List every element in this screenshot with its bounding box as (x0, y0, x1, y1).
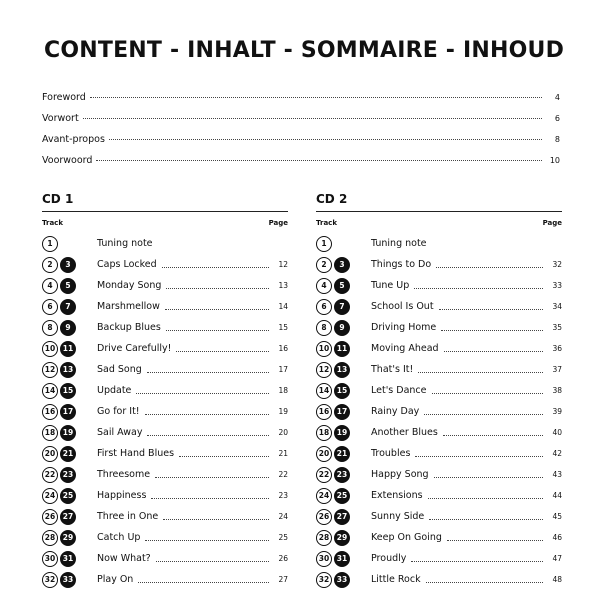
page-header: Page (268, 219, 288, 227)
track-number-filled-circle: 27 (334, 509, 350, 525)
track-number-circle: 6 (316, 299, 332, 315)
track-row[interactable] (42, 422, 288, 443)
track-title: Marshmellow (97, 301, 160, 312)
track-number-circle: 12 (316, 362, 332, 378)
cd1-section (42, 192, 288, 590)
track-title: Drive Carefully! (97, 343, 172, 354)
dot-leader (428, 498, 543, 499)
dot-leader (411, 561, 543, 562)
track-row[interactable] (42, 296, 288, 317)
dot-leader (439, 309, 543, 310)
track-title: Go for It! (97, 406, 140, 417)
track-number-circle: 32 (42, 572, 58, 588)
track-numbers (42, 467, 92, 483)
track-number-filled-circle: 15 (60, 383, 76, 399)
track-number-circle: 8 (42, 320, 58, 336)
dot-leader (432, 393, 543, 394)
track-number-circle: 18 (42, 425, 58, 441)
dot-leader (155, 477, 269, 478)
track-row[interactable] (316, 296, 562, 317)
track-row[interactable] (42, 338, 288, 359)
track-number-circle: 16 (316, 404, 332, 420)
track-numbers (42, 551, 92, 567)
preface-label: Voorwoord (42, 155, 93, 166)
track-numbers (42, 509, 92, 525)
track-page: 39 (552, 407, 562, 416)
track-title: Keep On Going (371, 532, 442, 543)
dot-leader (151, 498, 269, 499)
track-row[interactable] (42, 548, 288, 569)
track-page: 37 (552, 365, 562, 374)
track-numbers (42, 383, 92, 399)
track-number-circle: 8 (316, 320, 332, 336)
track-title: Sunny Side (371, 511, 425, 522)
track-numbers (42, 257, 92, 273)
track-row[interactable] (316, 569, 562, 590)
track-row[interactable] (316, 422, 562, 443)
track-title: Sad Song (97, 364, 142, 375)
track-numbers (316, 383, 366, 399)
track-numbers (316, 278, 366, 294)
track-page: 38 (552, 386, 562, 395)
preface-item[interactable] (42, 113, 560, 134)
track-number-filled-circle: 23 (60, 467, 76, 483)
track-row[interactable] (42, 569, 288, 590)
track-number-filled-circle: 11 (60, 341, 76, 357)
track-row[interactable] (42, 359, 288, 380)
track-number-filled-circle: 13 (60, 362, 76, 378)
track-number-filled-circle: 3 (60, 257, 76, 273)
track-row[interactable] (316, 506, 562, 527)
cd1-title: CD 1 (42, 192, 288, 212)
track-number-circle: 10 (316, 341, 332, 357)
track-numbers (42, 320, 92, 336)
track-number-filled-circle: 9 (60, 320, 76, 336)
track-numbers (316, 236, 366, 252)
track-row[interactable] (316, 380, 562, 401)
track-number-filled-circle: 29 (334, 530, 350, 546)
dot-leader (156, 561, 269, 562)
track-numbers (316, 341, 366, 357)
track-numbers (316, 551, 366, 567)
preface-page: 4 (554, 93, 560, 102)
track-page: 12 (278, 260, 288, 269)
track-number-filled-circle: 7 (60, 299, 76, 315)
track-page: 15 (278, 323, 288, 332)
track-number-filled-circle: 27 (60, 509, 76, 525)
track-number-filled-circle: 5 (60, 278, 76, 294)
track-page: 47 (552, 554, 562, 563)
track-page: 43 (552, 470, 562, 479)
track-page: 46 (552, 533, 562, 542)
track-page: 16 (278, 344, 288, 353)
track-number-filled-circle: 7 (334, 299, 350, 315)
track-title: Sail Away (97, 427, 143, 438)
track-numbers (316, 509, 366, 525)
track-page: 42 (552, 449, 562, 458)
track-numbers (316, 572, 366, 588)
cd2-column-headers (316, 219, 562, 231)
track-numbers (42, 362, 92, 378)
dot-leader (147, 372, 269, 373)
track-row[interactable] (42, 401, 288, 422)
dot-leader (163, 519, 269, 520)
track-number-circle: 24 (316, 488, 332, 504)
track-page: 33 (552, 281, 562, 290)
track-numbers (42, 278, 92, 294)
track-title: Monday Song (97, 280, 162, 291)
track-number-circle: 24 (42, 488, 58, 504)
dot-leader (424, 414, 543, 415)
track-page: 32 (552, 260, 562, 269)
track-number-circle: 26 (316, 509, 332, 525)
track-numbers (316, 320, 366, 336)
track-number-circle: 6 (42, 299, 58, 315)
dot-leader (147, 435, 269, 436)
track-row[interactable] (42, 254, 288, 275)
track-page: 48 (552, 575, 562, 584)
track-row[interactable] (316, 401, 562, 422)
track-page: 35 (552, 323, 562, 332)
dot-leader (179, 456, 269, 457)
track-title: Moving Ahead (371, 343, 439, 354)
track-number-circle: 2 (42, 257, 58, 273)
track-number-circle: 4 (316, 278, 332, 294)
track-number-filled-circle: 31 (334, 551, 350, 567)
track-numbers (42, 299, 92, 315)
track-page: 23 (278, 491, 288, 500)
dot-leader (136, 393, 269, 394)
track-title: Another Blues (371, 427, 438, 438)
dot-leader (443, 435, 543, 436)
track-number-circle: 20 (42, 446, 58, 462)
track-numbers (316, 530, 366, 546)
cd1-column-headers (42, 219, 288, 231)
track-numbers (316, 362, 366, 378)
track-number-circle: 1 (316, 236, 332, 252)
track-title: Rainy Day (371, 406, 420, 417)
track-title: First Hand Blues (97, 448, 175, 459)
dot-leader (90, 97, 542, 98)
track-number-filled-circle: 19 (60, 425, 76, 441)
dot-leader (426, 582, 543, 583)
track-number-circle: 22 (42, 467, 58, 483)
track-number-filled-circle: 29 (60, 530, 76, 546)
track-page: 14 (278, 302, 288, 311)
dot-leader (415, 456, 543, 457)
track-title: Threesome (97, 469, 151, 480)
track-page: 34 (552, 302, 562, 311)
track-row[interactable] (316, 443, 562, 464)
track-number-filled-circle: 3 (334, 257, 350, 273)
track-numbers (42, 530, 92, 546)
track-number-filled-circle: 15 (334, 383, 350, 399)
track-number-filled-circle: 21 (334, 446, 350, 462)
track-row[interactable] (42, 443, 288, 464)
dot-leader (162, 267, 269, 268)
track-title: Things to Do (371, 259, 432, 270)
track-number-circle: 16 (42, 404, 58, 420)
track-row[interactable] (316, 548, 562, 569)
track-number-circle: 26 (42, 509, 58, 525)
track-title: Driving Home (371, 322, 437, 333)
cd1-track-list (42, 233, 288, 590)
track-numbers (316, 425, 366, 441)
page-header: Page (542, 219, 562, 227)
track-number-circle: 32 (316, 572, 332, 588)
track-page: 22 (278, 470, 288, 479)
track-row[interactable] (42, 506, 288, 527)
track-page: 25 (278, 533, 288, 542)
track-title: Catch Up (97, 532, 141, 543)
track-number-filled-circle: 5 (334, 278, 350, 294)
track-numbers (316, 467, 366, 483)
track-numbers (42, 572, 92, 588)
track-row[interactable] (42, 485, 288, 506)
track-number-circle: 14 (316, 383, 332, 399)
preface-list (42, 92, 560, 176)
track-number-circle: 1 (42, 236, 58, 252)
dot-leader (418, 372, 543, 373)
track-page: 40 (552, 428, 562, 437)
track-number-circle: 18 (316, 425, 332, 441)
dot-leader (138, 582, 269, 583)
dot-leader (436, 267, 543, 268)
track-numbers (316, 488, 366, 504)
track-title: School Is Out (371, 301, 434, 312)
track-header: Track (42, 219, 63, 227)
track-number-filled-circle: 23 (334, 467, 350, 483)
track-number-circle: 28 (42, 530, 58, 546)
track-title: Tuning note (371, 238, 427, 249)
track-row[interactable] (316, 359, 562, 380)
track-numbers (42, 488, 92, 504)
track-row[interactable] (316, 464, 562, 485)
track-title: Happiness (97, 490, 147, 501)
cd2-section (316, 192, 562, 590)
track-number-filled-circle: 33 (334, 572, 350, 588)
track-title: Tuning note (97, 238, 153, 249)
track-numbers (42, 236, 92, 252)
preface-page: 6 (554, 114, 560, 123)
preface-page: 10 (549, 156, 560, 165)
track-row[interactable] (42, 464, 288, 485)
track-number-circle: 10 (42, 341, 58, 357)
track-number-filled-circle: 21 (60, 446, 76, 462)
track-row[interactable] (316, 233, 562, 254)
track-title: Update (97, 385, 132, 396)
track-number-circle: 12 (42, 362, 58, 378)
track-number-circle: 4 (42, 278, 58, 294)
preface-label: Foreword (42, 92, 86, 103)
track-row[interactable] (316, 254, 562, 275)
dot-leader (145, 540, 269, 541)
dot-leader (414, 288, 543, 289)
track-page: 18 (278, 386, 288, 395)
track-numbers (42, 404, 92, 420)
track-number-filled-circle: 11 (334, 341, 350, 357)
track-number-filled-circle: 33 (60, 572, 76, 588)
track-page: 44 (552, 491, 562, 500)
track-number-filled-circle: 9 (334, 320, 350, 336)
track-number-filled-circle: 17 (60, 404, 76, 420)
track-title: Extensions (371, 490, 423, 501)
track-page: 24 (278, 512, 288, 521)
track-number-filled-circle: 31 (60, 551, 76, 567)
track-numbers (42, 446, 92, 462)
page-title: CONTENT - INHALT - SOMMAIRE - INHOUD (44, 38, 565, 63)
track-number-filled-circle: 25 (60, 488, 76, 504)
track-numbers (42, 341, 92, 357)
track-title: Backup Blues (97, 322, 161, 333)
track-title: That's It! (371, 364, 414, 375)
track-number-circle: 14 (42, 383, 58, 399)
dot-leader (434, 477, 543, 478)
track-row[interactable] (42, 275, 288, 296)
track-number-filled-circle: 13 (334, 362, 350, 378)
track-title: Play On (97, 574, 134, 585)
preface-item[interactable] (42, 134, 560, 155)
track-row[interactable] (316, 317, 562, 338)
dot-leader (96, 160, 542, 161)
cd2-title: CD 2 (316, 192, 562, 212)
track-title: Little Rock (371, 574, 421, 585)
track-number-circle: 2 (316, 257, 332, 273)
track-number-circle: 20 (316, 446, 332, 462)
dot-leader (109, 139, 542, 140)
track-row[interactable] (42, 233, 288, 254)
track-title: Three in One (97, 511, 159, 522)
track-title: Proudly (371, 553, 407, 564)
track-number-circle: 28 (316, 530, 332, 546)
dot-leader (444, 351, 543, 352)
dot-leader (447, 540, 543, 541)
preface-item[interactable] (42, 92, 560, 113)
track-page: 27 (278, 575, 288, 584)
track-numbers (316, 299, 366, 315)
dot-leader (166, 288, 269, 289)
track-number-circle: 30 (316, 551, 332, 567)
track-page: 45 (552, 512, 562, 521)
track-title: Let's Dance (371, 385, 427, 396)
dot-leader (145, 414, 269, 415)
track-number-filled-circle: 19 (334, 425, 350, 441)
preface-label: Vorwort (42, 113, 79, 124)
track-number-circle: 30 (42, 551, 58, 567)
track-title: Troubles (371, 448, 411, 459)
track-row[interactable] (42, 380, 288, 401)
track-page: 36 (552, 344, 562, 353)
track-page: 20 (278, 428, 288, 437)
track-numbers (316, 446, 366, 462)
track-title: Tune Up (371, 280, 410, 291)
dot-leader (165, 309, 269, 310)
track-number-circle: 22 (316, 467, 332, 483)
track-row[interactable] (316, 275, 562, 296)
dot-leader (83, 118, 542, 119)
track-page: 26 (278, 554, 288, 563)
dot-leader (176, 351, 269, 352)
track-numbers (316, 404, 366, 420)
track-page: 17 (278, 365, 288, 374)
track-page: 19 (278, 407, 288, 416)
preface-item[interactable] (42, 155, 560, 176)
track-row[interactable] (316, 485, 562, 506)
track-row[interactable] (42, 317, 288, 338)
track-header: Track (316, 219, 337, 227)
track-numbers (316, 257, 366, 273)
track-numbers (42, 425, 92, 441)
preface-label: Avant-propos (42, 134, 105, 145)
dot-leader (429, 519, 543, 520)
track-number-filled-circle: 25 (334, 488, 350, 504)
track-title: Happy Song (371, 469, 429, 480)
track-title: Caps Locked (97, 259, 157, 270)
track-page: 21 (278, 449, 288, 458)
track-row[interactable] (316, 338, 562, 359)
preface-page: 8 (554, 135, 560, 144)
cd2-track-list (316, 233, 562, 590)
track-row[interactable] (42, 527, 288, 548)
track-page: 13 (278, 281, 288, 290)
dot-leader (441, 330, 543, 331)
track-number-filled-circle: 17 (334, 404, 350, 420)
track-row[interactable] (316, 527, 562, 548)
dot-leader (166, 330, 269, 331)
track-title: Now What? (97, 553, 151, 564)
